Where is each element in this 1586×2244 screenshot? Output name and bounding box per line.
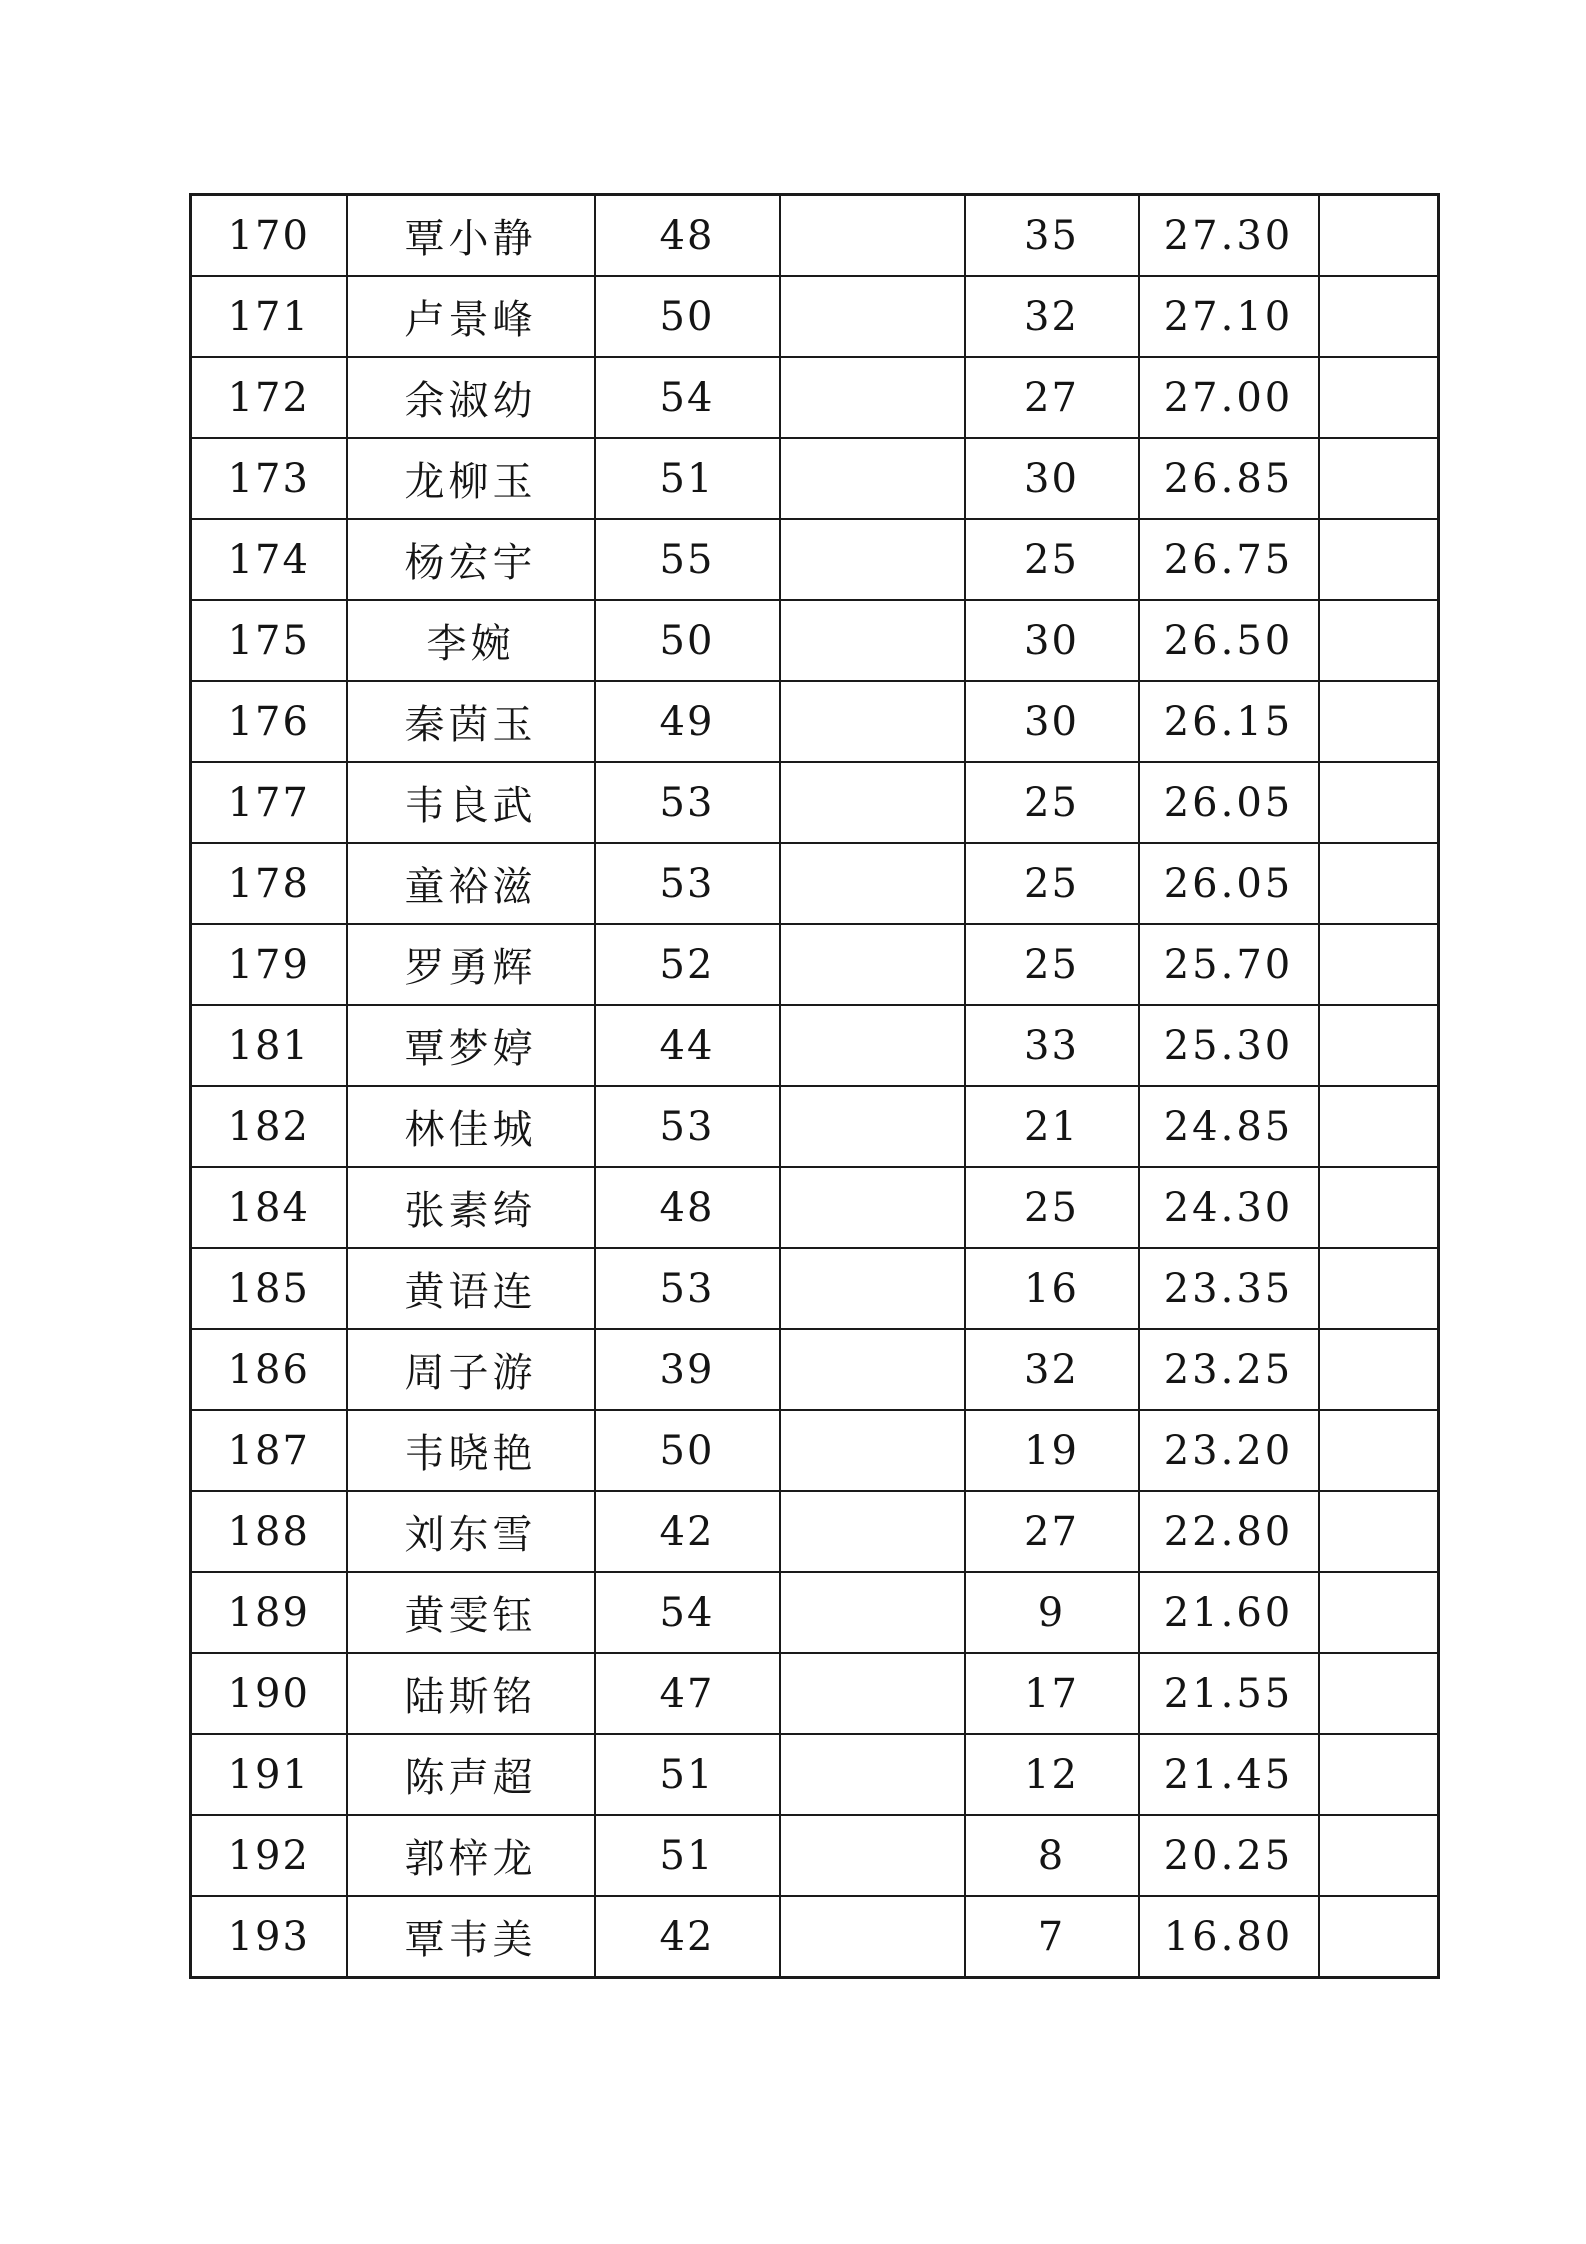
- score-cell: 21.55: [1139, 1653, 1319, 1734]
- remark-cell: [1319, 1815, 1439, 1896]
- score-cell: 26.05: [1139, 762, 1319, 843]
- value1-cell: 51: [595, 438, 780, 519]
- name-cell: 黄雯钰: [347, 1572, 595, 1653]
- index-cell: 190: [191, 1653, 347, 1734]
- remark-cell: [1319, 1572, 1439, 1653]
- table-row: [191, 276, 1439, 357]
- value2-cell: 27: [965, 1491, 1139, 1572]
- value1-cell: 50: [595, 1410, 780, 1491]
- score-cell: 27.00: [1139, 357, 1319, 438]
- table-row: [191, 1491, 1439, 1572]
- blank-cell: [780, 681, 965, 762]
- table-row: [191, 1086, 1439, 1167]
- score-cell: 27.30: [1139, 195, 1319, 277]
- name-cell: 龙柳玉: [347, 438, 595, 519]
- index-cell: 191: [191, 1734, 347, 1815]
- value1-cell: 54: [595, 357, 780, 438]
- blank-cell: [780, 843, 965, 924]
- value2-cell: 30: [965, 438, 1139, 519]
- value2-cell: 19: [965, 1410, 1139, 1491]
- table-row: [191, 1410, 1439, 1491]
- score-cell: 21.60: [1139, 1572, 1319, 1653]
- remark-cell: [1319, 1086, 1439, 1167]
- table-row: [191, 1896, 1439, 1978]
- name-cell: 陈声超: [347, 1734, 595, 1815]
- name-cell: 覃小静: [347, 195, 595, 277]
- remark-cell: [1319, 1167, 1439, 1248]
- index-cell: 188: [191, 1491, 347, 1572]
- value1-cell: 53: [595, 843, 780, 924]
- score-cell: 23.25: [1139, 1329, 1319, 1410]
- remark-cell: [1319, 1734, 1439, 1815]
- value2-cell: 25: [965, 762, 1139, 843]
- index-cell: 170: [191, 195, 347, 277]
- table-row: [191, 1005, 1439, 1086]
- blank-cell: [780, 1167, 965, 1248]
- blank-cell: [780, 1491, 965, 1572]
- remark-cell: [1319, 1410, 1439, 1491]
- blank-cell: [780, 1653, 965, 1734]
- table-row: [191, 1815, 1439, 1896]
- remark-cell: [1319, 276, 1439, 357]
- value1-cell: 48: [595, 1167, 780, 1248]
- table-row: [191, 600, 1439, 681]
- value1-cell: 54: [595, 1572, 780, 1653]
- value1-cell: 50: [595, 276, 780, 357]
- table-row: [191, 1572, 1439, 1653]
- score-cell: 26.85: [1139, 438, 1319, 519]
- score-cell: 27.10: [1139, 276, 1319, 357]
- value2-cell: 30: [965, 681, 1139, 762]
- blank-cell: [780, 1734, 965, 1815]
- value2-cell: 25: [965, 843, 1139, 924]
- remark-cell: [1319, 1491, 1439, 1572]
- score-cell: 23.20: [1139, 1410, 1319, 1491]
- value2-cell: 21: [965, 1086, 1139, 1167]
- table-row: [191, 681, 1439, 762]
- value2-cell: 9: [965, 1572, 1139, 1653]
- remark-cell: [1319, 762, 1439, 843]
- value1-cell: 42: [595, 1896, 780, 1978]
- value1-cell: 53: [595, 1086, 780, 1167]
- index-cell: 192: [191, 1815, 347, 1896]
- value2-cell: 25: [965, 519, 1139, 600]
- name-cell: 周子游: [347, 1329, 595, 1410]
- name-cell: 陆斯铭: [347, 1653, 595, 1734]
- remark-cell: [1319, 843, 1439, 924]
- table-row: [191, 1734, 1439, 1815]
- index-cell: 173: [191, 438, 347, 519]
- blank-cell: [780, 1086, 965, 1167]
- value1-cell: 47: [595, 1653, 780, 1734]
- table-row: [191, 1329, 1439, 1410]
- blank-cell: [780, 195, 965, 277]
- score-cell: 21.45: [1139, 1734, 1319, 1815]
- blank-cell: [780, 1572, 965, 1653]
- remark-cell: [1319, 1329, 1439, 1410]
- remark-cell: [1319, 1653, 1439, 1734]
- score-cell: 24.85: [1139, 1086, 1319, 1167]
- index-cell: 189: [191, 1572, 347, 1653]
- table-row: [191, 762, 1439, 843]
- remark-cell: [1319, 600, 1439, 681]
- name-cell: 杨宏宇: [347, 519, 595, 600]
- value2-cell: 7: [965, 1896, 1139, 1978]
- value2-cell: 32: [965, 1329, 1139, 1410]
- table-row: [191, 438, 1439, 519]
- index-cell: 185: [191, 1248, 347, 1329]
- table-row: [191, 1167, 1439, 1248]
- score-cell: 26.05: [1139, 843, 1319, 924]
- remark-cell: [1319, 924, 1439, 1005]
- name-cell: 韦良武: [347, 762, 595, 843]
- value2-cell: 12: [965, 1734, 1139, 1815]
- index-cell: 176: [191, 681, 347, 762]
- blank-cell: [780, 357, 965, 438]
- name-cell: 覃梦婷: [347, 1005, 595, 1086]
- value2-cell: 25: [965, 1167, 1139, 1248]
- value1-cell: 52: [595, 924, 780, 1005]
- blank-cell: [780, 1815, 965, 1896]
- remark-cell: [1319, 681, 1439, 762]
- blank-cell: [780, 519, 965, 600]
- value1-cell: 49: [595, 681, 780, 762]
- name-cell: 童裕滋: [347, 843, 595, 924]
- name-cell: 郭梓龙: [347, 1815, 595, 1896]
- score-cell: 24.30: [1139, 1167, 1319, 1248]
- score-cell: 25.70: [1139, 924, 1319, 1005]
- index-cell: 186: [191, 1329, 347, 1410]
- table-row: [191, 924, 1439, 1005]
- score-cell: 26.15: [1139, 681, 1319, 762]
- index-cell: 175: [191, 600, 347, 681]
- value1-cell: 55: [595, 519, 780, 600]
- table-body: [191, 195, 1439, 1978]
- value1-cell: 39: [595, 1329, 780, 1410]
- remark-cell: [1319, 438, 1439, 519]
- remark-cell: [1319, 195, 1439, 277]
- name-cell: 韦晓艳: [347, 1410, 595, 1491]
- value2-cell: 35: [965, 195, 1139, 277]
- table-row: [191, 843, 1439, 924]
- index-cell: 174: [191, 519, 347, 600]
- index-cell: 187: [191, 1410, 347, 1491]
- score-cell: 25.30: [1139, 1005, 1319, 1086]
- score-cell: 26.75: [1139, 519, 1319, 600]
- value2-cell: 16: [965, 1248, 1139, 1329]
- index-cell: 179: [191, 924, 347, 1005]
- name-cell: 秦茵玉: [347, 681, 595, 762]
- name-cell: 刘东雪: [347, 1491, 595, 1572]
- blank-cell: [780, 1005, 965, 1086]
- table-row: [191, 519, 1439, 600]
- remark-cell: [1319, 357, 1439, 438]
- blank-cell: [780, 1248, 965, 1329]
- remark-cell: [1319, 519, 1439, 600]
- index-cell: 171: [191, 276, 347, 357]
- index-cell: 182: [191, 1086, 347, 1167]
- value2-cell: 17: [965, 1653, 1139, 1734]
- score-cell: 22.80: [1139, 1491, 1319, 1572]
- value1-cell: 48: [595, 195, 780, 277]
- name-cell: 黄语连: [347, 1248, 595, 1329]
- index-cell: 172: [191, 357, 347, 438]
- index-cell: 177: [191, 762, 347, 843]
- score-cell: 20.25: [1139, 1815, 1319, 1896]
- blank-cell: [780, 276, 965, 357]
- blank-cell: [780, 600, 965, 681]
- value1-cell: 50: [595, 600, 780, 681]
- table-row: [191, 195, 1439, 277]
- value1-cell: 53: [595, 762, 780, 843]
- value2-cell: 32: [965, 276, 1139, 357]
- value1-cell: 53: [595, 1248, 780, 1329]
- name-cell: 罗勇辉: [347, 924, 595, 1005]
- score-cell: 23.35: [1139, 1248, 1319, 1329]
- value2-cell: 33: [965, 1005, 1139, 1086]
- value1-cell: 42: [595, 1491, 780, 1572]
- value1-cell: 51: [595, 1734, 780, 1815]
- table-row: [191, 1653, 1439, 1734]
- blank-cell: [780, 924, 965, 1005]
- blank-cell: [780, 1410, 965, 1491]
- index-cell: 184: [191, 1167, 347, 1248]
- remark-cell: [1319, 1896, 1439, 1978]
- name-cell: 张素绮: [347, 1167, 595, 1248]
- value2-cell: 25: [965, 924, 1139, 1005]
- blank-cell: [780, 438, 965, 519]
- blank-cell: [780, 1329, 965, 1410]
- index-cell: 193: [191, 1896, 347, 1978]
- name-cell: 卢景峰: [347, 276, 595, 357]
- name-cell: 李婉: [347, 600, 595, 681]
- value1-cell: 44: [595, 1005, 780, 1086]
- value2-cell: 30: [965, 600, 1139, 681]
- score-cell: 26.50: [1139, 600, 1319, 681]
- roster-table: [189, 193, 1440, 1979]
- name-cell: 余淑幼: [347, 357, 595, 438]
- value2-cell: 8: [965, 1815, 1139, 1896]
- blank-cell: [780, 762, 965, 843]
- blank-cell: [780, 1896, 965, 1978]
- table-row: [191, 357, 1439, 438]
- value2-cell: 27: [965, 357, 1139, 438]
- index-cell: 178: [191, 843, 347, 924]
- name-cell: 覃韦美: [347, 1896, 595, 1978]
- table-row: [191, 1248, 1439, 1329]
- remark-cell: [1319, 1248, 1439, 1329]
- score-cell: 16.80: [1139, 1896, 1319, 1978]
- value1-cell: 51: [595, 1815, 780, 1896]
- remark-cell: [1319, 1005, 1439, 1086]
- index-cell: 181: [191, 1005, 347, 1086]
- name-cell: 林佳城: [347, 1086, 595, 1167]
